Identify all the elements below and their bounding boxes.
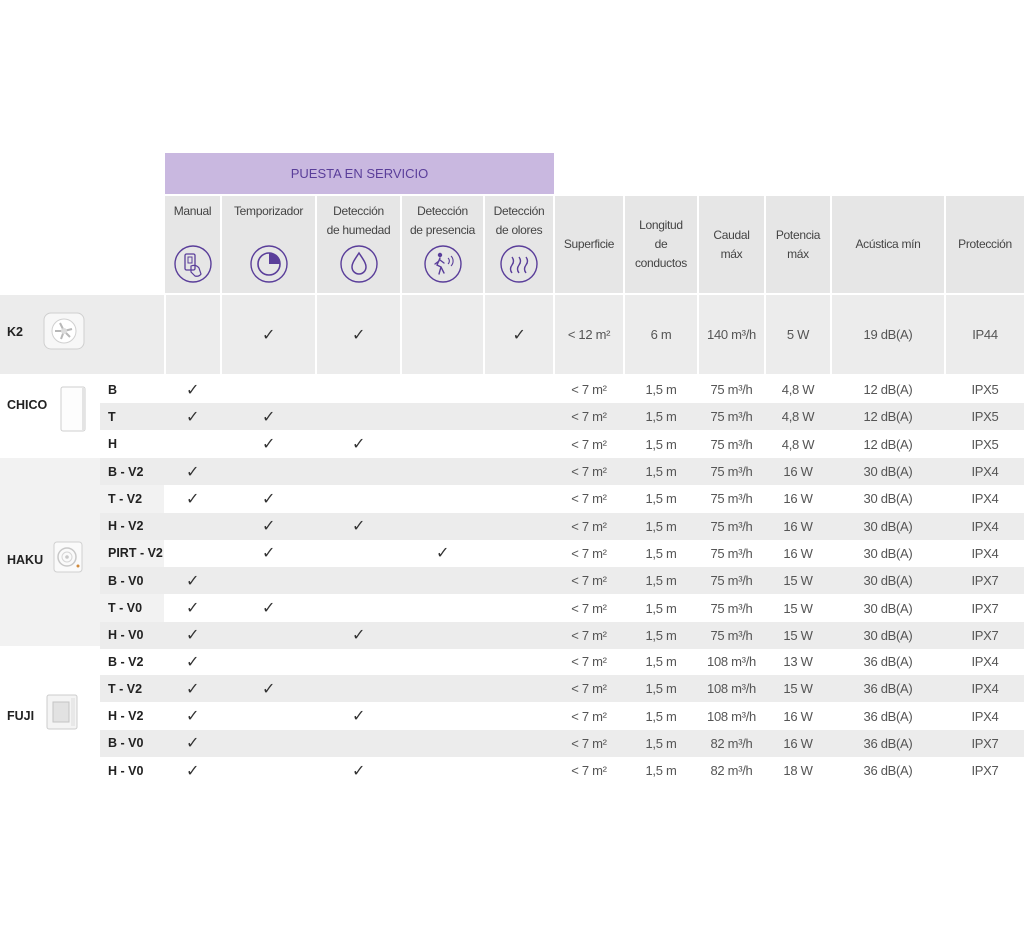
cell-superficie: < 7 m²: [571, 735, 607, 751]
table-row: [100, 675, 1024, 702]
presence-sensor-icon: [423, 244, 463, 284]
header-longitud: Longitud de conductos: [625, 196, 697, 293]
table-row: [100, 730, 1024, 757]
table-row: [100, 540, 1024, 567]
variant-label: B - V0: [108, 573, 144, 588]
cell-potencia: 18 W: [783, 763, 813, 779]
cell-superficie: < 7 m²: [571, 573, 607, 589]
cell-temporizador: ✓: [261, 408, 276, 426]
cell-humedad: [317, 458, 400, 485]
cell-acustica: 30 dB(A): [863, 491, 913, 507]
cell-temporizador: [222, 648, 315, 675]
cell-superficie: < 7 m²: [571, 654, 607, 669]
k2-acustica: 19 dB(A): [863, 327, 913, 342]
droplet-icon: [339, 244, 379, 284]
header-caudal: Caudal máx: [699, 196, 764, 293]
table-row: [100, 376, 1024, 403]
product-name-k2: K2: [7, 325, 23, 339]
cell-potencia: 16 W: [783, 464, 813, 479]
variant-label: H - V2: [108, 519, 144, 534]
cell-temporizador: [222, 458, 315, 485]
chico-fan-image: [58, 384, 88, 434]
cell-proteccion: IPX7: [971, 735, 999, 751]
cell-temporizador: [222, 376, 315, 403]
header-deteccion-humedad-label: Detección de humedad: [326, 204, 391, 237]
cell-proteccion: IPX4: [971, 518, 999, 534]
cell-acustica: 36 dB(A): [863, 654, 913, 669]
cell-acustica: 30 dB(A): [863, 600, 913, 616]
cell-manual: ✓: [185, 463, 200, 481]
cell-longitud: 1,5 m: [645, 600, 677, 616]
cell-superficie: < 7 m²: [571, 382, 607, 397]
cell-caudal: 108 m³/h: [707, 681, 756, 697]
timer-icon: [249, 244, 289, 284]
cell-presencia: [402, 730, 483, 757]
k2-fan-image: [42, 311, 86, 351]
cell-caudal: 108 m³/h: [707, 708, 756, 724]
cell-presencia: [402, 403, 483, 430]
cell-proteccion: IPX7: [971, 763, 999, 779]
cell-manual: ✓: [185, 381, 200, 399]
cell-proteccion: IPX4: [971, 654, 999, 669]
cell-acustica: 30 dB(A): [863, 573, 913, 589]
cell-potencia: 15 W: [783, 627, 813, 643]
cell-acustica: 30 dB(A): [863, 464, 913, 479]
cell-caudal: 75 m³/h: [710, 491, 753, 507]
cell-presencia: [402, 376, 483, 403]
cell-presencia: [402, 595, 483, 622]
cell-acustica: 30 dB(A): [863, 545, 913, 561]
cell-acustica: 36 dB(A): [863, 708, 913, 724]
cell-potencia: 16 W: [783, 518, 813, 534]
cell-manual: ✓: [185, 408, 200, 426]
cell-superficie: < 7 m²: [571, 436, 607, 452]
hand-switch-icon: [173, 244, 213, 284]
cell-longitud: 1,5 m: [645, 436, 677, 452]
cell-caudal: 82 m³/h: [710, 763, 753, 779]
cell-potencia: 15 W: [783, 600, 813, 616]
header-deteccion-presencia: [402, 196, 483, 293]
cell-proteccion: IPX5: [971, 436, 999, 452]
cell-presencia: [402, 431, 483, 458]
cell-manual: ✓: [185, 490, 200, 508]
cell-presencia: [402, 567, 483, 594]
cell-superficie: < 7 m²: [571, 518, 607, 534]
header-acustica: Acústica mín: [832, 196, 944, 293]
table-row: [100, 458, 1024, 485]
cell-longitud: 1,5 m: [645, 573, 677, 589]
cell-potencia: 15 W: [783, 573, 813, 589]
cell-temporizador: [222, 622, 315, 649]
cell-potencia: 4,8 W: [781, 409, 815, 425]
cell-manual: [165, 540, 220, 567]
cell-potencia: 4,8 W: [781, 436, 815, 452]
product-name-chico: CHICO: [7, 398, 48, 412]
cell-manual: ✓: [185, 735, 200, 753]
cell-proteccion: IPX7: [971, 573, 999, 589]
cell-longitud: 1,5 m: [645, 491, 677, 507]
cell-longitud: 1,5 m: [645, 627, 677, 643]
cell-caudal: 82 m³/h: [710, 735, 753, 751]
cell-proteccion: IPX4: [971, 681, 999, 697]
puesta-en-servicio-banner: PUESTA EN SERVICIO: [165, 153, 554, 194]
variant-label: H - V0: [108, 628, 144, 643]
cell-proteccion: IPX4: [971, 545, 999, 561]
cell-superficie: < 7 m²: [571, 763, 607, 779]
cell-caudal: 75 m³/h: [710, 518, 753, 534]
cell-temporizador: ✓: [261, 490, 276, 508]
k2-humedad-check: ✓: [351, 326, 366, 344]
cell-superficie: < 7 m²: [571, 681, 607, 697]
table-row: [100, 595, 1024, 622]
cell-presencia: [402, 703, 483, 730]
cell-acustica: 36 dB(A): [863, 763, 913, 779]
variant-label: H: [108, 437, 118, 452]
cell-humedad: [317, 595, 400, 622]
variant-label: B - V2: [108, 464, 144, 479]
cell-manual: [165, 431, 220, 458]
table-row: [100, 403, 1024, 430]
cell-humedad: [317, 730, 400, 757]
cell-longitud: 1,5 m: [645, 409, 677, 425]
header-manual-label: Manual: [173, 204, 212, 218]
cell-temporizador: [222, 730, 315, 757]
cell-potencia: 16 W: [783, 735, 813, 751]
header-potencia: Potencia máx: [766, 196, 830, 293]
variant-label: T - V2: [108, 681, 143, 696]
cell-caudal: 75 m³/h: [710, 573, 753, 589]
variant-label: T - V0: [108, 601, 143, 615]
header-temporizador: [222, 196, 315, 293]
cell-superficie: < 7 m²: [571, 708, 607, 724]
variant-label: T: [108, 409, 116, 424]
cell-acustica: 30 dB(A): [863, 627, 913, 643]
k2-superficie: < 12 m²: [567, 327, 611, 342]
cell-superficie: < 7 m²: [571, 409, 607, 425]
cell-longitud: 1,5 m: [645, 464, 677, 479]
cell-caudal: 75 m³/h: [710, 464, 753, 479]
cell-temporizador: ✓: [261, 518, 276, 536]
cell-proteccion: IPX4: [971, 491, 999, 507]
k2-row: [0, 295, 1024, 374]
variant-label: B - V0: [108, 736, 144, 751]
cell-longitud: 1,5 m: [645, 545, 677, 561]
cell-potencia: 4,8 W: [781, 382, 815, 397]
cell-humedad: ✓: [351, 708, 366, 726]
table-row: [100, 431, 1024, 458]
cell-humedad: [317, 648, 400, 675]
cell-manual: ✓: [185, 762, 200, 780]
variant-label: T - V2: [108, 491, 143, 506]
cell-longitud: 1,5 m: [645, 735, 677, 751]
cell-humedad: [317, 540, 400, 567]
cell-potencia: 16 W: [783, 545, 813, 561]
cell-humedad: ✓: [351, 436, 366, 454]
cell-acustica: 12 dB(A): [863, 382, 913, 397]
table-row: [100, 703, 1024, 730]
cell-proteccion: IPX7: [971, 600, 999, 616]
cell-temporizador: ✓: [261, 545, 276, 563]
cell-caudal: 75 m³/h: [710, 600, 753, 616]
variant-label: H - V2: [108, 709, 144, 724]
cell-caudal: 75 m³/h: [710, 436, 753, 452]
header-superficie: Superficie: [555, 196, 623, 293]
variant-label: B: [108, 382, 118, 397]
cell-temporizador: [222, 757, 315, 784]
header-manual: [165, 196, 220, 293]
cell-presencia: [402, 513, 483, 540]
cell-caudal: 75 m³/h: [710, 627, 753, 643]
table-row: [100, 757, 1024, 784]
cell-humedad: [317, 403, 400, 430]
header-temporizador-label: Temporizador: [233, 204, 304, 218]
k2-olores-check: ✓: [512, 326, 526, 344]
header-deteccion-olores-label: Detección de olores: [493, 204, 545, 237]
cell-humedad: [317, 376, 400, 403]
cell-temporizador: [222, 567, 315, 594]
cell-caudal: 75 m³/h: [710, 382, 753, 397]
cell-superficie: < 7 m²: [571, 627, 607, 643]
variant-label: H - V0: [108, 763, 144, 778]
cell-humedad: ✓: [351, 627, 366, 645]
cell-humedad: [317, 567, 400, 594]
haku-fan-image: [52, 540, 84, 574]
odor-icon: [499, 244, 539, 284]
cell-superficie: < 7 m²: [571, 464, 607, 479]
table-row: [100, 622, 1024, 649]
cell-superficie: < 7 m²: [571, 600, 607, 616]
cell-acustica: 36 dB(A): [863, 735, 913, 751]
cell-superficie: < 7 m²: [571, 491, 607, 507]
table-row: [100, 485, 1024, 512]
cell-presencia: [402, 648, 483, 675]
cell-longitud: 1,5 m: [645, 708, 677, 724]
cell-presencia: [402, 757, 483, 784]
cell-temporizador: ✓: [261, 436, 276, 454]
cell-acustica: 36 dB(A): [863, 681, 913, 697]
cell-acustica: 30 dB(A): [863, 518, 913, 534]
cell-presencia: [402, 675, 483, 702]
variant-label: B - V2: [108, 654, 144, 669]
cell-potencia: 13 W: [783, 654, 813, 669]
cell-longitud: 1,5 m: [645, 654, 677, 669]
product-name-haku: HAKU: [7, 553, 44, 567]
cell-humedad: ✓: [351, 762, 366, 780]
table-row: [100, 567, 1024, 594]
k2-proteccion: IP44: [972, 327, 998, 342]
cell-presencia: [402, 622, 483, 649]
cell-proteccion: IPX7: [971, 627, 999, 643]
cell-manual: ✓: [185, 600, 200, 617]
cell-superficie: < 7 m²: [571, 545, 607, 561]
cell-acustica: 12 dB(A): [863, 409, 913, 425]
header-deteccion-humedad: [317, 196, 400, 293]
header-proteccion: Protección: [946, 196, 1024, 293]
cell-caudal: 108 m³/h: [707, 654, 756, 669]
cell-temporizador: [222, 703, 315, 730]
cell-manual: ✓: [185, 680, 200, 698]
header-deteccion-presencia-label: Detección de presencia: [409, 204, 476, 237]
cell-proteccion: IPX4: [971, 464, 999, 479]
header-deteccion-olores: [485, 196, 553, 293]
cell-proteccion: IPX5: [971, 409, 999, 425]
k2-temporizador-check: ✓: [261, 326, 276, 344]
cell-proteccion: IPX5: [971, 382, 999, 397]
table-row: [100, 648, 1024, 675]
cell-caudal: 75 m³/h: [710, 545, 753, 561]
cell-presencia: ✓: [435, 545, 450, 563]
k2-caudal: 140 m³/h: [707, 327, 756, 342]
k2-longitud: 6 m: [650, 327, 672, 342]
cell-acustica: 12 dB(A): [863, 436, 913, 452]
cell-potencia: 16 W: [783, 708, 813, 724]
table-row: [100, 513, 1024, 540]
cell-potencia: 15 W: [783, 681, 813, 697]
cell-longitud: 1,5 m: [645, 681, 677, 697]
cell-humedad: [317, 485, 400, 512]
cell-manual: ✓: [185, 708, 200, 726]
fuji-fan-image: [44, 692, 80, 732]
cell-manual: [165, 513, 220, 540]
cell-humedad: [317, 675, 400, 702]
k2-potencia: 5 W: [786, 327, 810, 342]
cell-temporizador: ✓: [261, 680, 276, 698]
cell-presencia: [402, 458, 483, 485]
cell-longitud: 1,5 m: [645, 382, 677, 397]
cell-manual: ✓: [185, 627, 200, 645]
cell-potencia: 16 W: [783, 491, 813, 507]
cell-temporizador: ✓: [261, 600, 276, 617]
cell-longitud: 1,5 m: [645, 763, 677, 779]
cell-manual: ✓: [185, 572, 200, 590]
product-name-fuji: FUJI: [7, 709, 35, 723]
cell-presencia: [402, 485, 483, 512]
variant-label: PIRT - V2: [108, 546, 163, 561]
cell-proteccion: IPX4: [971, 708, 999, 724]
cell-humedad: ✓: [351, 518, 366, 536]
cell-longitud: 1,5 m: [645, 518, 677, 534]
cell-manual: ✓: [185, 653, 200, 671]
cell-caudal: 75 m³/h: [710, 409, 753, 425]
